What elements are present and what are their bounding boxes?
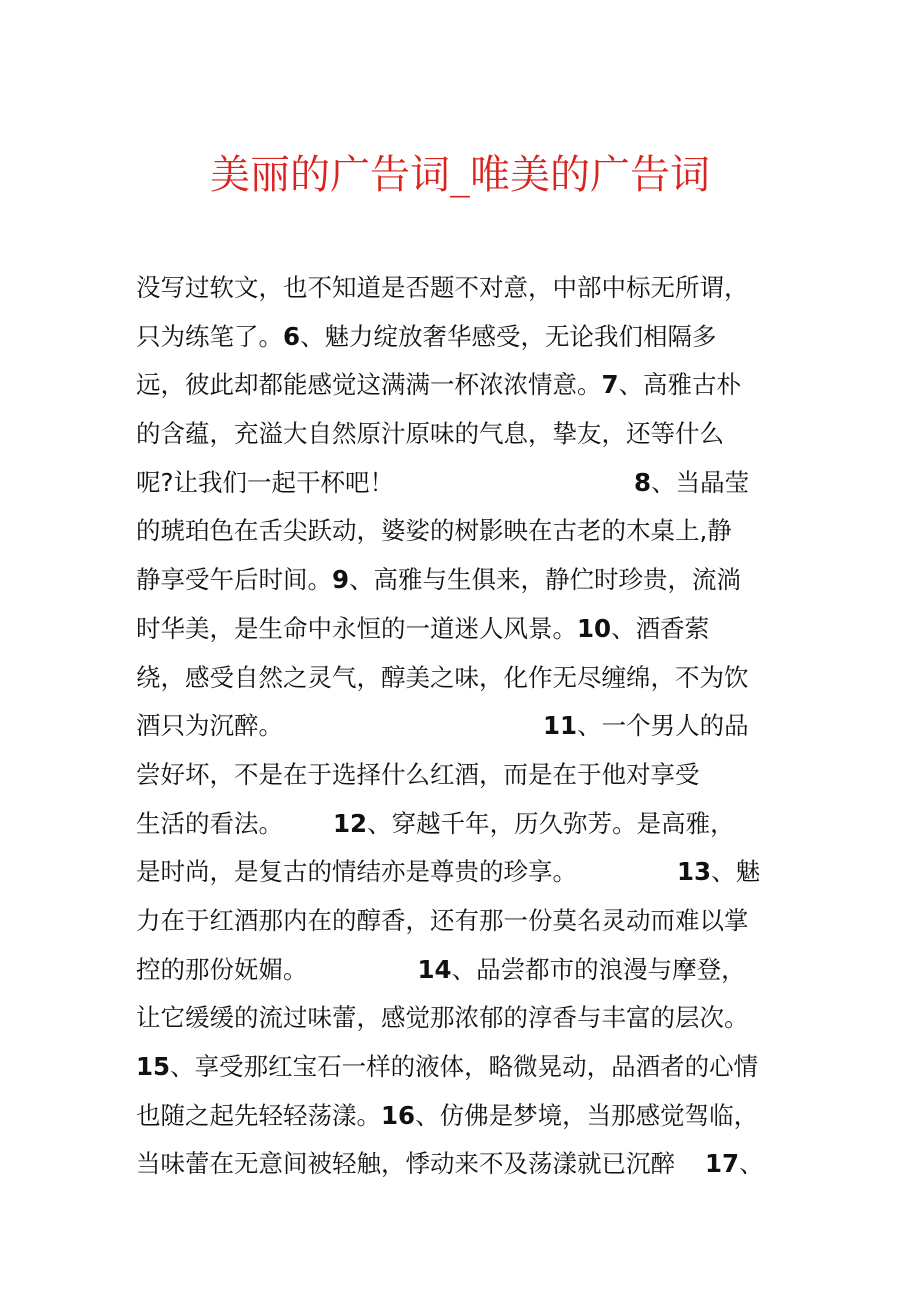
text-line xyxy=(136,361,836,410)
text-line xyxy=(136,1092,836,1141)
text-line xyxy=(136,1043,836,1092)
text-run: 是时尚，是复古的情结亦是尊贵的珍享。 xyxy=(136,857,577,887)
text-run: 、当晶莹 xyxy=(651,467,750,497)
text-line xyxy=(136,848,836,897)
text-line xyxy=(136,507,836,556)
item-number: 10 xyxy=(577,613,612,643)
text-run: 当味蕾在无意间被轻触，悸动来不及荡漾就已沉醉 xyxy=(136,1149,675,1179)
item-number: 8 xyxy=(634,467,652,497)
text-run: 、 xyxy=(739,1149,764,1179)
text-run: 、酒香萦 xyxy=(611,613,710,643)
text-line xyxy=(136,654,836,703)
text-run: 时华美，是生命中永恒的一道迷人风景。 xyxy=(136,613,577,643)
text-run: 、高雅古朴 xyxy=(618,370,742,400)
text-run: 远，彼此却都能感觉这满满一杯浓浓情意。 xyxy=(136,370,602,400)
item-number: 12 xyxy=(333,808,368,838)
text-run: 的含蕴，充溢大自然原汁原味的气息，挚友，还等什么 xyxy=(136,419,724,449)
text-run: 、穿越千年，历久弥芳。是高雅， xyxy=(367,808,735,838)
text-run: 酒只为沉醉。 xyxy=(136,711,283,741)
text-run: 、品尝都市的浪漫与摩登， xyxy=(451,954,746,984)
text-line xyxy=(136,459,836,508)
item-number: 15 xyxy=(136,1052,171,1081)
text-line xyxy=(136,264,836,313)
text-run: 静享受午后时间。 xyxy=(136,565,332,595)
document-body xyxy=(136,264,836,1189)
text-run: 只为练笔了。 xyxy=(136,321,283,351)
text-line xyxy=(136,946,836,995)
text-run: 控的那份妩媚。 xyxy=(136,954,308,984)
text-run: 尝好坏，不是在于选择什么红酒，而是在于他对享受 xyxy=(136,759,700,789)
item-number: 17 xyxy=(705,1149,740,1179)
text-run: 没写过软文，也不知道是否题不对意，中部中标无所谓， xyxy=(136,273,749,302)
text-run: 的琥珀色在舌尖跃动，婆娑的树影映在古老的木桌上,静 xyxy=(136,516,732,546)
text-run: 呢?让我们一起干杯吧！ xyxy=(136,467,395,497)
text-line xyxy=(136,313,836,362)
item-number: 7 xyxy=(601,370,619,400)
text-line xyxy=(136,410,836,459)
text-run: 力在于红酒那内在的醇香，还有那一份莫名灵动而难以掌 xyxy=(136,905,749,935)
text-line xyxy=(136,994,836,1043)
text-run: 、享受那红宝石一样的液体，略微晃动，品酒者的心情 xyxy=(170,1052,759,1081)
text-run: 、仿佛是梦境，当那感觉驾临， xyxy=(415,1100,759,1130)
item-number: 9 xyxy=(332,565,350,595)
text-run: 让它缓缓的流过味蕾，感觉那浓郁的淳香与丰富的层次。 xyxy=(136,1003,749,1033)
item-number: 11 xyxy=(543,711,578,741)
text-run: 绕，感受自然之灵气，醇美之味，化作无尽缠绵，不为饮 xyxy=(136,662,749,692)
item-number: 13 xyxy=(677,857,712,887)
item-number: 6 xyxy=(283,321,301,351)
item-number: 16 xyxy=(381,1100,416,1130)
text-run: 、魅 xyxy=(711,857,761,887)
text-line xyxy=(136,800,836,849)
text-run: 也随之起先轻轻荡漾。 xyxy=(136,1100,381,1130)
text-line xyxy=(136,702,836,751)
text-line xyxy=(136,897,836,946)
text-line xyxy=(136,751,836,800)
text-line xyxy=(136,1140,836,1189)
text-run: 生活的看法。 xyxy=(136,808,283,838)
text-line xyxy=(136,556,836,605)
text-run: 、魅力绽放奢华感受，无论我们相隔多 xyxy=(300,321,717,351)
item-number: 14 xyxy=(417,954,452,984)
text-line xyxy=(136,605,836,654)
text-run: 、一个男人的品 xyxy=(577,711,749,741)
document-title: 美丽的广告词_唯美的广告词 xyxy=(210,152,710,198)
text-run: 、高雅与生俱来，静伫时珍贵，流淌 xyxy=(349,565,742,595)
